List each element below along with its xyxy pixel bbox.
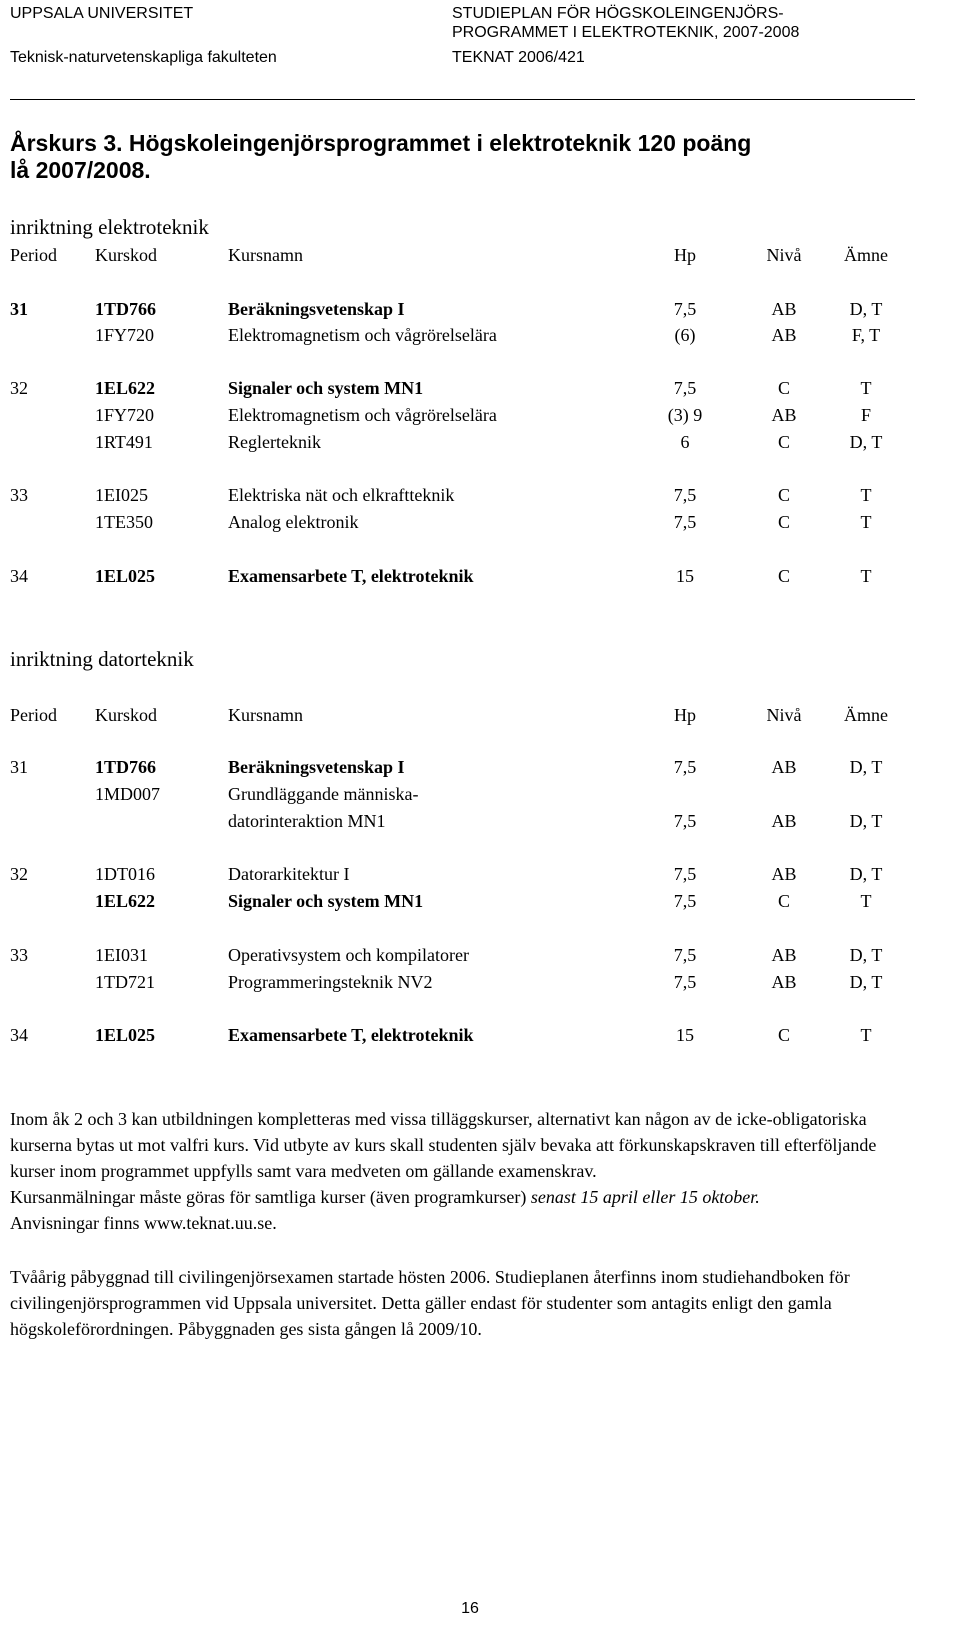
section-heading-elektroteknik: inriktning elektroteknik <box>10 215 209 239</box>
title-line2: lå 2007/2008. <box>10 157 151 183</box>
cell-niva: C <box>777 891 790 911</box>
cell-amne: T <box>860 512 872 532</box>
cell-hp: 7,5 <box>673 864 697 884</box>
note-paragraph-1: Inom åk 2 och 3 kan utbildningen kompletteras med vissa tilläggskurser, alternativt kan någon av de icke-obligatoriska kurserna bytas ut mot valfri kurs. Vid utbyte av kurs skall studenten själv bevaka att förkunskapskraven till efterföljande kurser inom programmet uppfylls samt vara medveten om gällande examenskrav. <box>10 1109 877 1181</box>
col-name: Kursnamn <box>228 705 303 725</box>
cell-amne: T <box>860 485 872 505</box>
cell-amne: T <box>860 1025 872 1045</box>
cell-hp: 7,5 <box>673 485 697 505</box>
course-row <box>0 563 960 589</box>
cell-code: 1EL622 <box>95 891 156 911</box>
cell-niva: AB <box>771 864 797 884</box>
cell-code: 1DT016 <box>95 864 155 884</box>
header-studyplan-line1: STUDIEPLAN FÖR HÖGSKOLEINGENJÖRS- <box>452 5 784 22</box>
col-amne: Ämne <box>844 705 888 725</box>
col-name: Kursnamn <box>228 245 303 265</box>
col-niva: Nivå <box>766 705 802 725</box>
header-studyplan-line2: PROGRAMMET I ELEKTROTEKNIK, 2007-2008 <box>452 24 800 41</box>
cell-name: Elektromagnetism och vågrörelselära <box>228 405 497 425</box>
cell-niva: C <box>777 1025 790 1045</box>
course-row <box>0 482 960 508</box>
col-amne: Ämne <box>844 245 888 265</box>
cell-hp: 7,5 <box>673 891 697 911</box>
course-row <box>0 1022 960 1048</box>
cell-amne: F <box>860 405 871 425</box>
cell-hp: 7,5 <box>673 378 697 398</box>
col-code: Kurskod <box>95 245 157 265</box>
note-p2-start: Kursanmälningar måste göras för samtliga kurser (även programkurser) <box>10 1187 531 1207</box>
cell-name: Beräkningsvetenskap I <box>228 757 405 777</box>
course-row <box>0 781 960 807</box>
cell-niva: C <box>777 432 790 452</box>
cell-code: 1EI031 <box>95 945 148 965</box>
cell-code: 1EL025 <box>95 1025 156 1045</box>
cell-hp: 7,5 <box>673 972 697 992</box>
cell-hp: (6) <box>674 325 696 345</box>
course-row <box>0 402 960 428</box>
cell-code: 1TD766 <box>95 757 157 777</box>
course-row <box>0 754 960 780</box>
cell-hp: 7,5 <box>673 299 697 319</box>
cell-code: 1TD766 <box>95 299 157 319</box>
cell-period: 31 <box>10 299 28 319</box>
cell-amne: D, T <box>849 972 883 992</box>
page-number: 16 <box>461 1600 479 1617</box>
col-period: Period <box>10 705 57 725</box>
note-paragraph-2 <box>10 1184 915 1236</box>
cell-name: Examensarbete T, elektroteknik <box>228 566 474 586</box>
cell-hp: (3) 9 <box>667 405 703 425</box>
course-row <box>0 969 960 995</box>
cell-hp: 6 <box>680 432 690 452</box>
cell-period: 32 <box>10 864 28 884</box>
cell-niva: AB <box>771 405 797 425</box>
course-row <box>0 296 960 322</box>
col-niva: Nivå <box>766 245 802 265</box>
cell-name: Beräkningsvetenskap I <box>228 299 405 319</box>
cell-hp: 15 <box>676 566 694 586</box>
course-row <box>0 808 960 834</box>
cell-niva: AB <box>771 299 797 319</box>
cell-amne: D, T <box>849 757 883 777</box>
course-row <box>0 942 960 968</box>
course-row <box>0 888 960 914</box>
cell-period: 34 <box>10 1025 28 1045</box>
cell-name: Signaler och system MN1 <box>228 891 424 911</box>
course-row <box>0 375 960 401</box>
header-studyplan <box>452 4 799 42</box>
section-heading-datorteknik: inriktning datorteknik <box>10 647 194 671</box>
cell-niva: C <box>777 512 790 532</box>
column-header-row <box>0 242 960 268</box>
cell-name: Datorarkitektur I <box>228 864 350 884</box>
cell-period: 33 <box>10 945 28 965</box>
note-paragraph-3: Tvåårig påbyggnad till civilingenjörsexamen startade hösten 2006. Studieplanen återfinns inom studiehandboken för civilingenjörsprogrammen vid Uppsala universitet. Detta gäller endast för studenter som antagits enligt den gamla högskoleförordningen. Påbyggnaden ges sista gången lå 2009/10. <box>10 1267 850 1339</box>
col-period: Period <box>10 245 57 265</box>
header-university: UPPSALA UNIVERSITET <box>10 5 194 22</box>
cell-period: 32 <box>10 378 28 398</box>
cell-code: 1EL025 <box>95 566 156 586</box>
title-line1: Årskurs 3. Högskoleingenjörsprogrammet i elektroteknik 120 poäng <box>10 130 752 156</box>
cell-period: 34 <box>10 566 28 586</box>
header-faculty: Teknisk-naturvetenskapliga fakulteten <box>10 49 277 66</box>
note-p2-deadline: senast 15 april eller 15 oktober. <box>530 1187 760 1207</box>
cell-hp: 7,5 <box>673 757 697 777</box>
col-code: Kurskod <box>95 705 157 725</box>
column-header-row <box>0 702 960 728</box>
cell-niva: AB <box>771 972 797 992</box>
cell-amne: D, T <box>849 864 883 884</box>
cell-amne: D, T <box>849 945 883 965</box>
cell-code: 1TE350 <box>95 512 153 532</box>
cell-code: 1FY720 <box>95 405 155 425</box>
cell-niva: AB <box>771 945 797 965</box>
cell-hp: 15 <box>676 1025 694 1045</box>
cell-code: 1TD721 <box>95 972 155 992</box>
cell-code: 1EI025 <box>95 485 148 505</box>
cell-name: Programmeringsteknik NV2 <box>228 972 433 992</box>
course-row <box>0 861 960 887</box>
cell-name: Analog elektronik <box>228 512 359 532</box>
cell-code: 1RT491 <box>95 432 153 452</box>
cell-name: Reglerteknik <box>228 432 321 452</box>
cell-name: Examensarbete T, elektroteknik <box>228 1025 474 1045</box>
note-p2-end: Anvisningar finns www.teknat.uu.se. <box>10 1213 277 1233</box>
cell-name: Grundläggande människa- <box>228 784 419 804</box>
cell-name: Signaler och system MN1 <box>228 378 424 398</box>
cell-niva: C <box>777 378 790 398</box>
cell-name: Operativsystem och kompilatorer <box>228 945 469 965</box>
cell-amne: D, T <box>849 432 883 452</box>
col-hp: Hp <box>674 705 696 725</box>
cell-niva: C <box>777 485 790 505</box>
cell-amne: T <box>860 891 872 911</box>
cell-amne: T <box>860 378 872 398</box>
cell-name: datorinteraktion MN1 <box>228 811 386 831</box>
cell-niva: AB <box>771 811 797 831</box>
cell-niva: AB <box>771 757 797 777</box>
cell-hp: 7,5 <box>673 512 697 532</box>
course-row <box>0 322 960 348</box>
cell-hp: 7,5 <box>673 945 697 965</box>
cell-amne: F, T <box>851 325 881 345</box>
course-row <box>0 429 960 455</box>
cell-niva: AB <box>771 325 797 345</box>
cell-period: 31 <box>10 757 28 777</box>
cell-code: 1EL622 <box>95 378 156 398</box>
cell-name: Elektriska nät och elkraftteknik <box>228 485 455 505</box>
cell-amne: T <box>860 566 872 586</box>
notes-block-2 <box>10 1264 915 1342</box>
cell-period: 33 <box>10 485 28 505</box>
header-reference: TEKNAT 2006/421 <box>452 49 585 66</box>
col-hp: Hp <box>674 245 696 265</box>
cell-amne: D, T <box>849 811 883 831</box>
cell-niva: C <box>777 566 790 586</box>
cell-hp: 7,5 <box>673 811 697 831</box>
cell-code: 1FY720 <box>95 325 155 345</box>
cell-code: 1MD007 <box>95 784 161 804</box>
notes-block <box>10 1106 915 1236</box>
cell-name: Elektromagnetism och vågrörelselära <box>228 325 497 345</box>
course-row <box>0 509 960 535</box>
cell-amne: D, T <box>849 299 883 319</box>
header-rule <box>10 99 915 100</box>
document-title <box>10 130 910 184</box>
